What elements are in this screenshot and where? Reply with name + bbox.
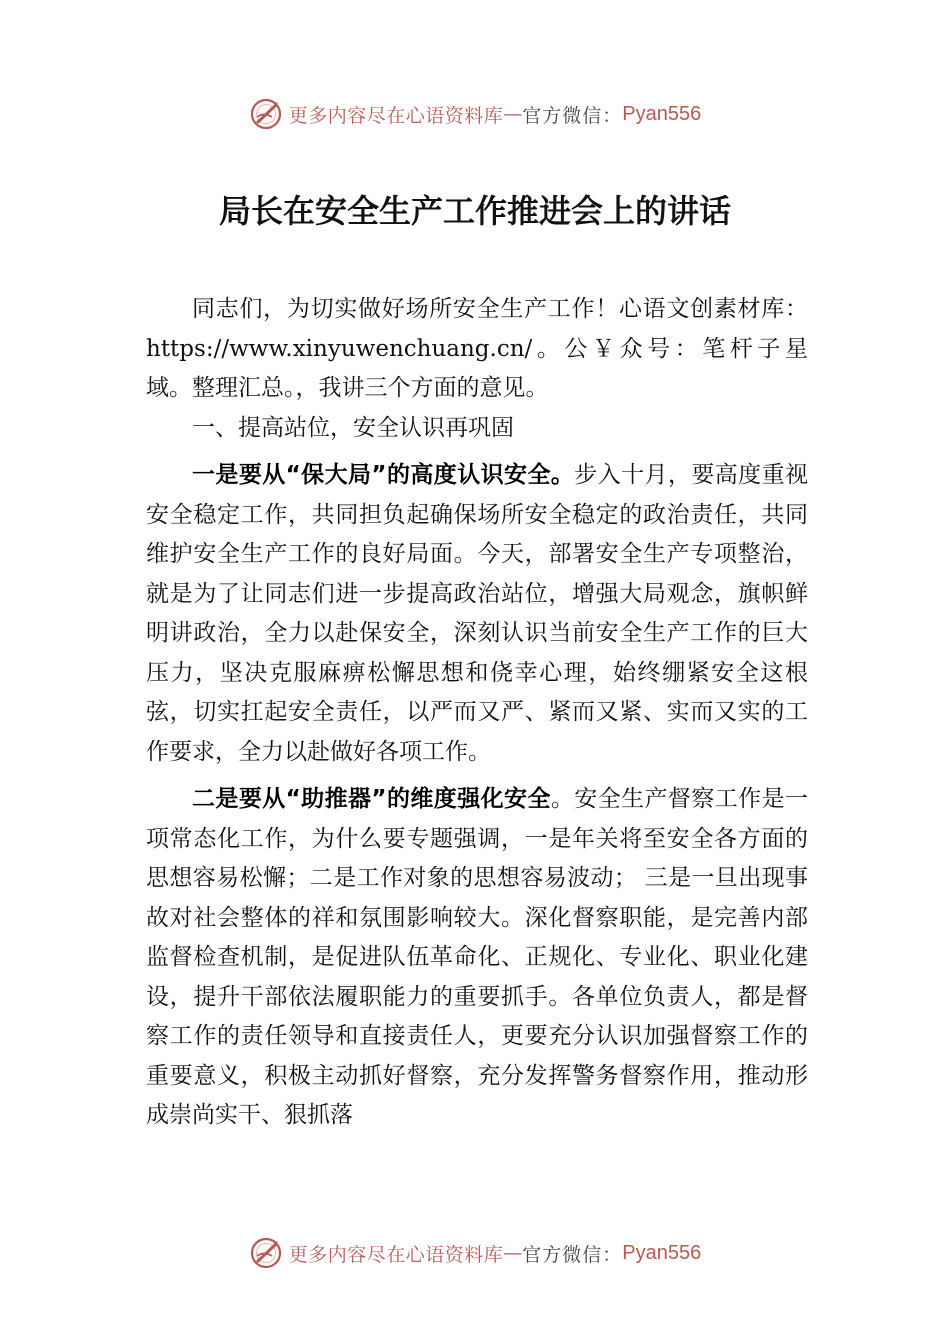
banner-dash: — bbox=[503, 103, 523, 125]
banner-library-text: 更多内容尽在心语资料库 bbox=[288, 1243, 504, 1266]
banner-library-text: 更多内容尽在心语资料库 bbox=[288, 104, 504, 127]
point-2-lead: 二是要从“助推器”的维度强化安全 bbox=[192, 786, 551, 812]
banner-dash: — bbox=[503, 1242, 523, 1264]
paragraph-point-2 bbox=[146, 780, 808, 1136]
header-banner bbox=[0, 94, 950, 134]
banner-wechat-id: Pyan556 bbox=[622, 102, 702, 125]
brand-logo-icon bbox=[249, 97, 283, 131]
point-1-lead: 一是要从“保大局”的高度认识安全。 bbox=[192, 462, 575, 488]
banner-wechat-label: 官方微信： bbox=[522, 104, 623, 127]
paragraph-point-1 bbox=[146, 456, 808, 772]
document-title: 局长在安全生产工作推进会上的讲话 bbox=[218, 192, 731, 230]
banner-wechat-id: Pyan556 bbox=[622, 1241, 702, 1264]
brand-logo-icon bbox=[249, 1236, 283, 1270]
paragraph-intro: 同志们，为切实做好场所安全生产工作！心语文创素材库：https://www.xinyuwenchuang.cn/。公￥众号：笔杆子星域。整理汇总。，我讲三个方面的意见。 bbox=[146, 296, 808, 401]
point-1-body: 步入十月，要高度重视安全稳定工作，共同担负起确保场所安全稳定的政治责任，共同维护安全生产工作的良好局面。今天，部署安全生产专项整治，就是为了让同志们进一步提高政治站位，增强大局观念，旗帜鲜明讲政治，全力以赴保安全，深刻认识当前安全生产工作的巨大压力，坚决克服麻痹松懈思想和侥幸心理，始终绷紧安全这根弦，切实扛起安全责任，以严而又严、紧而又紧、实而又实的工作要求，全力以赴做好各项工作。 bbox=[146, 462, 809, 765]
footer-banner bbox=[0, 1233, 950, 1273]
section-heading-1: 一、提高站位，安全认识再巩固 bbox=[192, 414, 514, 441]
point-2-body: 。安全生产督察工作是一项常态化工作，为什么要专题强调，一是年关将至安全各方面的思想容易松懈；二是工作对象的思想容易波动； 三是一旦出现事故对社会整体的祥和氛围影响较大。深化督察职能，是完善内部监督检查机制，是促进队伍革命化、正规化、专业化、职业化建设，提升干部依法履职能力的重要抓手。各单位负责人，都是督察工作的责任领导和直接责任人，更要充分认识加强督察工作的重要意义，积极主动抓好督察，充分发挥警务督察作用，推动形成崇尚实干、狠抓落 bbox=[146, 786, 808, 1128]
banner-wechat-label: 官方微信： bbox=[522, 1243, 623, 1266]
document-body bbox=[146, 290, 808, 1136]
